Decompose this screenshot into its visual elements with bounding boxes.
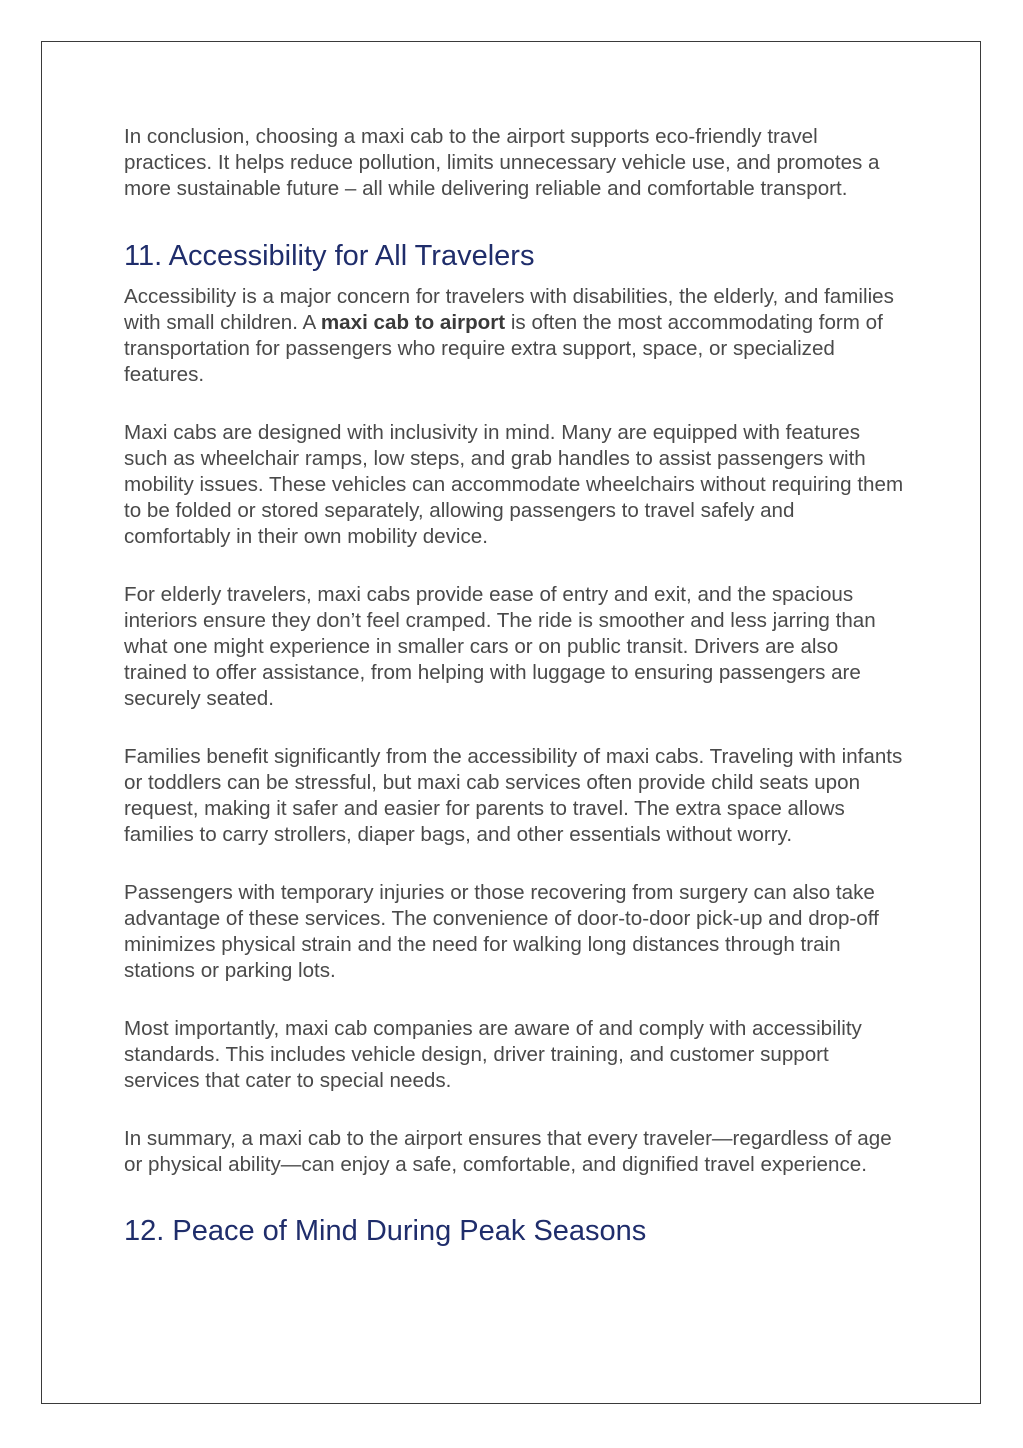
section-11-paragraph-3: For elderly travelers, maxi cabs provide ease of entry and exit, and the spacious interiors ensure they don’t feel cramped. The ride is smoother and less jarring than what one might experience in smaller cars or on public transit. Drivers are also trained to offer assistance, from helping with luggage to ensuring passengers are securely seated. [124, 583, 876, 710]
bold-keyword: maxi cab to airport [320, 311, 506, 334]
section-11-paragraph-7: In summary, a maxi cab to the airport ensures that every traveler—regardless of age or physical ability—can enjoy a safe, comfortable, and dignified travel experience. [124, 1127, 892, 1176]
paragraph-text: is often the most accommodating form of transportation for passengers who require extra support, space, or specialized features. [124, 311, 883, 386]
section-11-heading: 11. Accessibility for All Travelers [124, 240, 535, 272]
section-11-paragraph-4: Families benefit significantly from the accessibility of maxi cabs. Traveling with infants or toddlers can be stressful, but maxi cab services often provide child seats upon request, making it safer and easier for parents to travel. The extra space allows families to carry strollers, diaper bags, and other essentials without worry. [124, 745, 903, 846]
paragraph-text: Accessibility is a major concern for travelers with disabilities, the elderly, and families with small children. A [124, 285, 894, 334]
section-12-heading: 12. Peace of Mind During Peak Seasons [124, 1215, 647, 1247]
intro-paragraph: In conclusion, choosing a maxi cab to the airport supports eco-friendly travel practices. It helps reduce pollution, limits unnecessary vehicle use, and promotes a more sustainable future – all while delivering reliable and comfortable transport. [124, 125, 880, 200]
section-11-paragraph-1 [124, 284, 904, 388]
section-11-paragraph-6: Most importantly, maxi cab companies are aware of and comply with accessibility standards. This includes vehicle design, driver training, and customer support services that cater to special needs. [124, 1017, 862, 1092]
section-11-paragraph-5: Passengers with temporary injuries or those recovering from surgery can also take advantage of these services. The convenience of door-to-door pick-up and drop-off minimizes physical strain and the need for walking long distances through train stations or parking lots. [124, 881, 879, 982]
document-body [124, 124, 904, 1248]
section-11-paragraph-2: Maxi cabs are designed with inclusivity in mind. Many are equipped with features such as wheelchair ramps, low steps, and grab handles to assist passengers with mobility issues. These vehicles can accommodate wheelchairs without requiring them to be folded or stored separately, allowing passengers to travel safely and comfortably in their own mobility device. [124, 421, 904, 548]
